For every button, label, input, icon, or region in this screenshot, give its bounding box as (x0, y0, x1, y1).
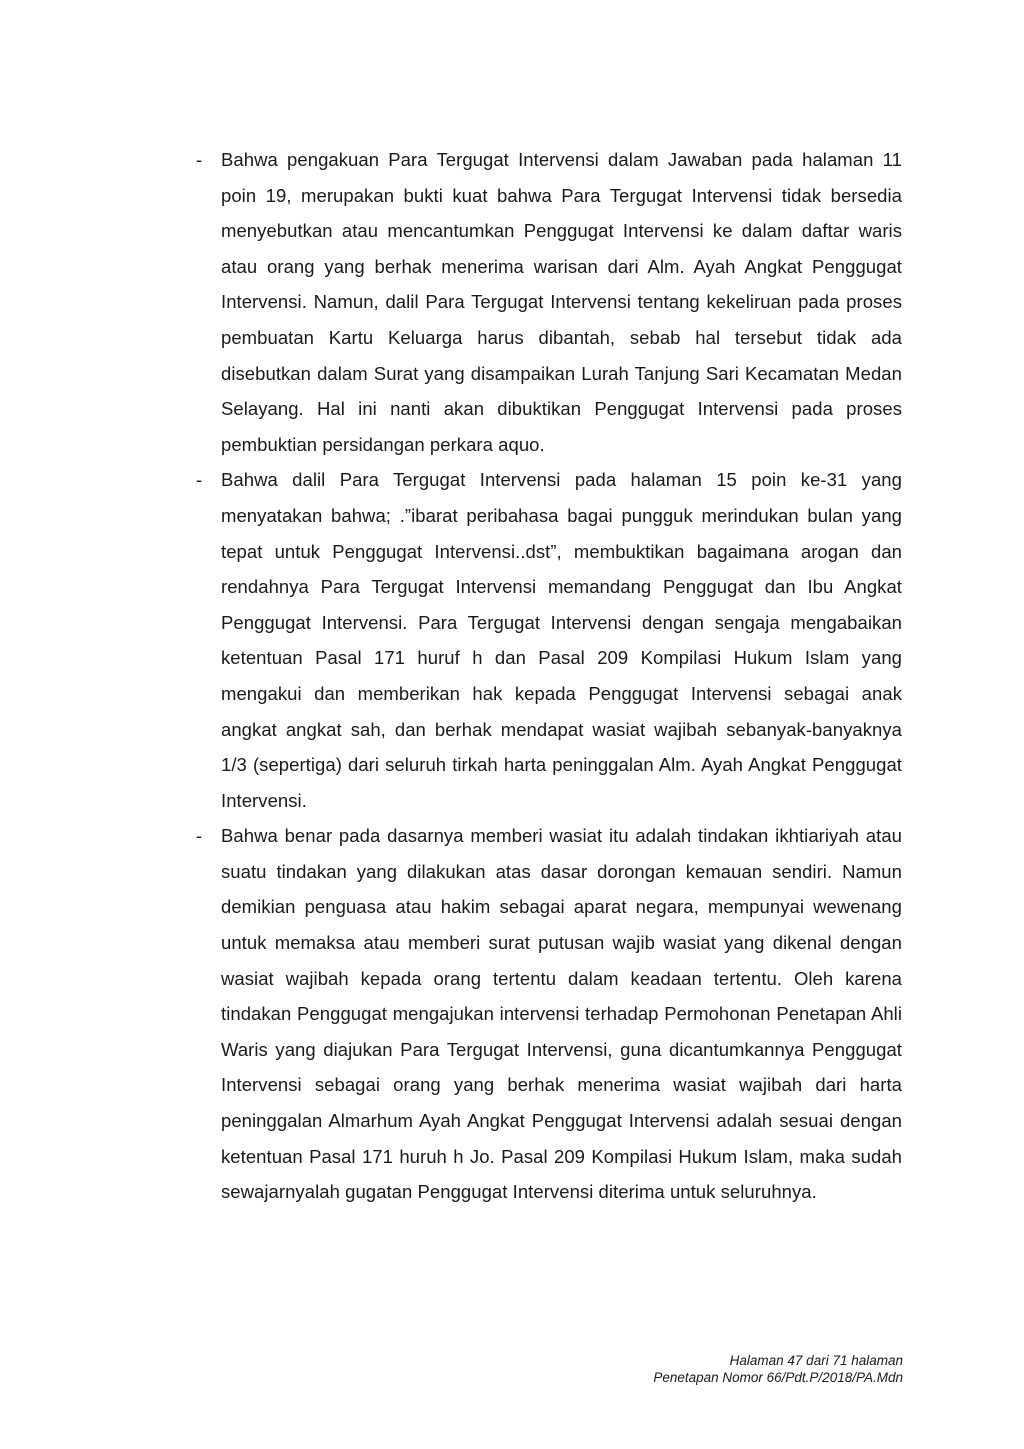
list-item (190, 818, 902, 1210)
list-item (190, 142, 902, 462)
paragraph-text: Bahwa pengakuan Para Tergugat Intervensi dalam Jawaban pada halaman 11 poin 19, merupakan bukti kuat bahwa Para Tergugat Intervensi tidak bersedia menyebutkan atau mencantumkan Penggugat Intervensi ke dalam daftar waris atau orang yang berhak menerima warisan dari Alm. Ayah Angkat Penggugat Intervensi. Namun, dalil Para Tergugat Intervensi tentang kekeliruan pada proses pembuatan Kartu Keluarga harus dibantah, sebab hal tersebut tidak ada disebutkan dalam Surat yang disampaikan Lurah Tanjung Sari Kecamatan Medan Selayang. Hal ini nanti akan dibuktikan Penggugat Intervensi pada proses pembuktian persidangan perkara aquo. (221, 149, 902, 455)
paragraph-text: Bahwa dalil Para Tergugat Intervensi pada halaman 15 poin ke-31 yang menyatakan bahwa; .”ibarat peribahasa bagai pungguk merindukan bulan yang tepat untuk Penggugat Intervensi..dst”, membuktikan bagaimana arogan dan rendahnya Para Tergugat Intervensi memandang Penggugat dan Ibu Angkat Penggugat Intervensi. Para Tergugat Intervensi dengan sengaja mengabaikan ketentuan Pasal 171 huruf h dan Pasal 209 Kompilasi Hukum Islam yang mengakui dan memberikan hak kepada Penggugat Intervensi sebagai anak angkat angkat sah, dan berhak mendapat wasiat wajibah sebanyak-banyaknya 1/3 (sepertiga) dari seluruh tirkah harta peninggalan Alm. Ayah Angkat Penggugat Intervensi. (221, 469, 902, 811)
paragraph-text: Bahwa benar pada dasarnya memberi wasiat itu adalah tindakan ikhtiariyah atau suatu tindakan yang dilakukan atas dasar dorongan kemauan sendiri. Namun demikian penguasa atau hakim sebagai aparat negara, mempunyai wewenang untuk memaksa atau memberi surat putusan wajib wasiat yang dikenal dengan wasiat wajibah kepada orang tertentu dalam keadaan tertentu. Oleh karena tindakan Penggugat mengajukan intervensi terhadap Permohonan Penetapan Ahli Waris yang diajukan Para Tergugat Intervensi, guna dicantumkannya Penggugat Intervensi sebagai orang yang berhak menerima wasiat wajibah dari harta peninggalan Almarhum Ayah Angkat Penggugat Intervensi adalah sesuai dengan ketentuan Pasal 171 huruh h Jo. Pasal 209 Kompilasi Hukum Islam, maka sudah sewajarnyalah gugatan Penggugat Intervensi diterima untuk seluruhnya. (221, 825, 902, 1203)
page-footer (653, 1352, 903, 1386)
list-item (190, 462, 902, 818)
document-reference: Penetapan Nomor 66/Pdt.P/2018/PA.Mdn (653, 1370, 903, 1385)
list-bullet: - (196, 469, 203, 491)
list-bullet: - (196, 149, 203, 170)
document-body (190, 142, 902, 1210)
page-number: Halaman 47 dari 71 halaman (729, 1353, 903, 1368)
list-bullet: - (196, 825, 203, 847)
